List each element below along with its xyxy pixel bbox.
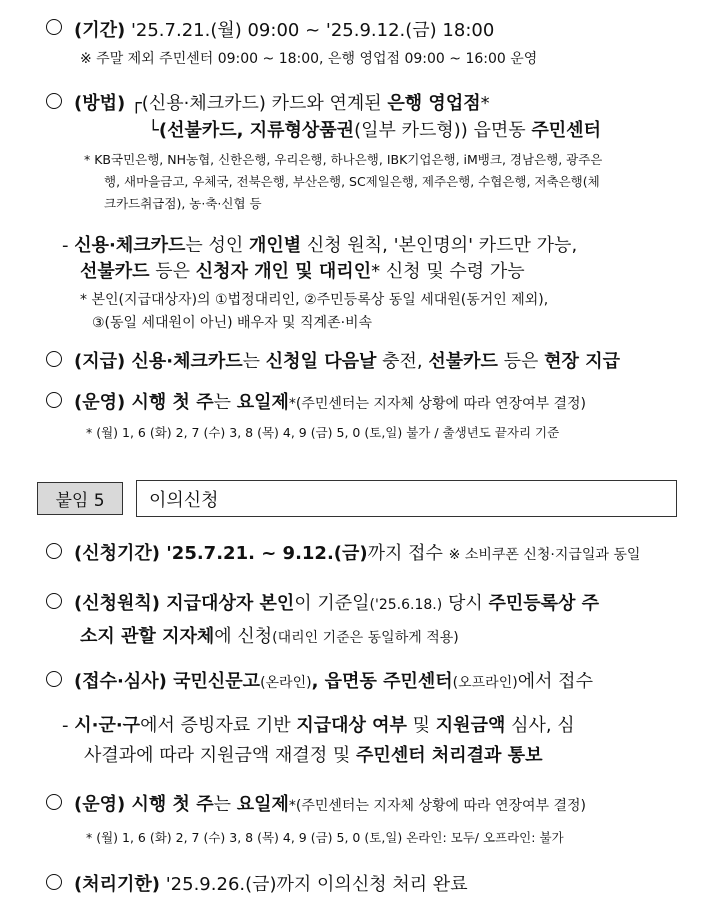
city-county: 시·군·구 <box>74 715 141 736</box>
objection-period-dates: '25.7.21. ~ 9.12.(금) <box>160 543 368 564</box>
on-site: 현장 지급 <box>544 351 620 372</box>
credit-check-card: 신용·체크카드 <box>125 351 243 372</box>
payment-line <box>74 347 620 373</box>
period-label: (기간) <box>74 20 126 41</box>
weekday-note: * (월) 1, 6 (화) 2, 7 (수) 3, 8 (목) 4, 9 (금) 5, 0 (토,일) 불가 / 출생년도 끝자리 기준 <box>86 425 560 440</box>
method-text-1: ┌(신용·체크카드) 카드와 연계된 <box>125 93 388 114</box>
bank-list-3: 크카드취급점), 농·축·신협 등 <box>104 196 262 211</box>
period-text: '25.7.21.(월) 09:00 ~ '25.9.12.(금) 18:00 <box>125 20 495 41</box>
offline: (오프라인) <box>452 675 518 691</box>
dash: - <box>62 235 75 256</box>
period-line <box>74 16 494 42</box>
circle-bullet-icon <box>46 671 62 687</box>
text: 에서 증빙자료 기반 <box>140 715 297 736</box>
objection-operation-line <box>74 790 586 816</box>
text: 등은 <box>497 351 545 372</box>
community-center: 읍면동 주민센터 <box>324 671 453 692</box>
support-amount: 지원금액 <box>435 715 506 736</box>
method-bank-branch: 은행 영업점 <box>387 93 481 114</box>
agent-note-2: ③(동일 세대원이 아닌) 배우자 및 직계존·비속 <box>92 315 373 331</box>
result-notice: 주민센터 처리결과 통보 <box>356 745 543 766</box>
base-date: ('25.6.18.) <box>369 597 443 613</box>
operation-label: (운영) <box>74 392 126 413</box>
local-government: 소지 관할 지자체 <box>80 626 215 647</box>
agent-note: (대리인 기준은 동일하게 적용) <box>272 630 459 646</box>
dash: - <box>62 715 75 736</box>
text: 충전, <box>376 351 429 372</box>
circle-bullet-icon <box>46 19 62 35</box>
center-note: *(주민센터는 지자체 상황에 따라 연장여부 결정) <box>288 798 587 814</box>
objection-principle-line-1 <box>74 589 599 615</box>
attachment-title: 이의신청 <box>136 480 677 517</box>
per-person: 개인별 <box>249 235 302 256</box>
deadline-text: '25.9.26.(금)까지 이의신청 처리 완료 <box>160 874 468 895</box>
method-label: (방법) <box>74 93 126 114</box>
recipient-self: 지급대상자 본인 <box>160 593 295 614</box>
bank-list-2: 행, 새마을금고, 우체국, 전북은행, 부산은행, SC제일은행, 제주은행, 수협은행, 저축은행(체 <box>104 174 600 189</box>
objection-period-line <box>74 539 640 565</box>
objection-period-label: (신청기간) <box>74 543 161 564</box>
deadline-label: (처리기한) <box>74 874 161 895</box>
attachment-label: 붙임 5 <box>37 482 123 515</box>
text: 는 <box>213 392 237 413</box>
method-detail-2 <box>80 257 525 283</box>
operation-line <box>74 388 586 414</box>
objection-weekday-note: * (월) 1, 6 (화) 2, 7 (수) 3, 8 (목) 4, 9 (금) 5, 0 (토,일) 온라인: 모두/ 오프라인: 불가 <box>86 830 564 845</box>
text: 이 기준일 <box>294 593 370 614</box>
operation-label: (운영) <box>74 794 126 815</box>
payment-label: (지급) <box>74 351 126 372</box>
applicant-agent: 신청자 개인 및 대리인 <box>195 261 372 282</box>
agent-note-1: * 본인(지급대상자)의 ①법정대리인, ②주민등록상 동일 세대원(동거인 제외), <box>80 292 549 308</box>
circle-bullet-icon <box>46 543 62 559</box>
online: (온라인) <box>260 675 312 691</box>
text: 사결과에 따라 지원금액 재결정 및 <box>84 745 357 766</box>
circle-bullet-icon <box>46 874 62 890</box>
circle-bullet-icon <box>46 351 62 367</box>
text: 는 <box>213 794 237 815</box>
first-week: 시행 첫 주 <box>125 794 214 815</box>
text: 에 신청 <box>214 626 273 647</box>
text: 및 <box>406 715 436 736</box>
text: 당시 <box>442 593 489 614</box>
reception-label: (접수·심사) <box>74 671 167 692</box>
center-note: *(주민센터는 지자체 상황에 따라 연장여부 결정) <box>288 396 587 412</box>
method-line-1 <box>74 89 490 115</box>
circle-bullet-icon <box>46 93 62 109</box>
reception-line <box>74 667 593 693</box>
text: 는 <box>242 351 266 372</box>
method-asterisk: * <box>480 93 490 114</box>
circle-bullet-icon <box>46 593 62 609</box>
weekday-system: 요일제 <box>236 794 289 815</box>
objection-principle-label: (신청원칙) <box>74 593 161 614</box>
deadline-line <box>74 870 468 896</box>
text: * 신청 및 수령 가능 <box>371 261 525 282</box>
text: 등은 <box>149 261 196 282</box>
method-detail-1 <box>62 231 577 257</box>
text: 는 성인 <box>185 235 249 256</box>
credit-check-card: 신용·체크카드 <box>74 235 186 256</box>
objection-principle-line-2 <box>80 622 459 648</box>
resident-registration: 주민등록상 주 <box>488 593 600 614</box>
method-prepaid: └(선불카드, 지류형상품권 <box>148 120 355 141</box>
text: 신청 원칙, '본인명의' 카드만 가능, <box>301 235 578 256</box>
method-line-2 <box>148 116 601 142</box>
text: 에서 접수 <box>517 671 593 692</box>
method-center: 주민센터 <box>531 120 601 141</box>
note: ※ 소비쿠폰 신청·지급일과 동일 <box>448 547 641 563</box>
text: 심사, 심 <box>505 715 575 736</box>
next-day: 신청일 다음날 <box>265 351 377 372</box>
prepaid-card: 선불카드 <box>428 351 498 372</box>
epeople: 국민신문고 <box>166 671 261 692</box>
weekday-system: 요일제 <box>236 392 289 413</box>
bank-list-1: * KB국민은행, NH농협, 신한은행, 우리은행, 하나은행, IBK기업은행, iM뱅크, 경남은행, 광주은 <box>84 152 603 167</box>
review-line-2 <box>84 741 542 767</box>
method-text-2: (일부 카드형)) 읍면동 <box>354 120 532 141</box>
eligibility: 지급대상 여부 <box>296 715 407 736</box>
first-week: 시행 첫 주 <box>125 392 214 413</box>
circle-bullet-icon <box>46 392 62 408</box>
review-line-1 <box>62 711 575 737</box>
period-note: ※ 주말 제외 주민센터 09:00 ~ 18:00, 은행 영업점 09:00 ~ 16:00 운영 <box>80 51 538 67</box>
text: 까지 접수 <box>367 543 449 564</box>
circle-bullet-icon <box>46 794 62 810</box>
prepaid-card: 선불카드 <box>80 261 150 282</box>
comma: , <box>311 671 325 692</box>
